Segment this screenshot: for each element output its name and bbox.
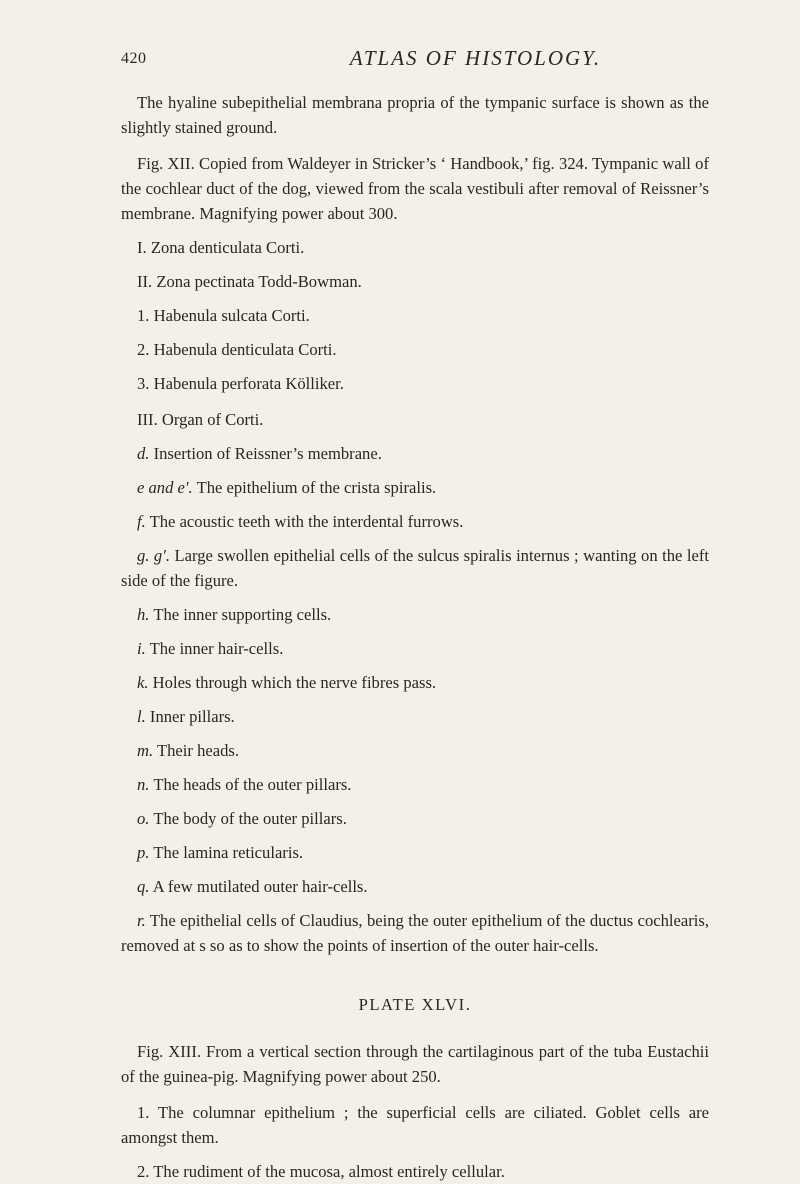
fig13-numbered-1: 1. The columnar epithelium ; the superficial cells are ciliated. Goblet cells are amongst them. (121, 1103, 709, 1147)
legend-key: r. (137, 911, 146, 930)
legend-item-g (121, 543, 709, 593)
legend-text: Holes through which the nerve fibres pass. (152, 673, 437, 692)
legend-item-o (121, 806, 709, 831)
legend-key: h. (137, 605, 150, 624)
legend-item-r (121, 908, 709, 958)
legend-text: The inner supporting cells. (153, 605, 332, 624)
fig13-numbered-2: 2. The rudiment of the mucosa, almost entirely cellular. (137, 1162, 505, 1181)
fig12-organ: III. Organ of Corti. (137, 410, 264, 429)
fig12-numbered-1: 1. Habenula sulcata Corti. (137, 306, 310, 325)
fig12-numbered-3: 3. Habenula perforata Kölliker. (137, 374, 344, 393)
legend-text: Their heads. (157, 741, 240, 760)
legend-key: g. g′. (137, 546, 171, 565)
legend-key: i. (137, 639, 146, 658)
legend-item-q (121, 874, 709, 899)
legend-item-e (121, 475, 709, 500)
legend-key: p. (137, 843, 150, 862)
legend-item-h (121, 602, 709, 627)
intro-paragraph: The hyaline subepithelial membrana propria of the tympanic surface is shown as the slightly stained ground. (121, 93, 709, 137)
fig12-roman-2: II. Zona pectinata Todd-Bowman. (137, 272, 362, 291)
legend-key: q. (137, 877, 150, 896)
page-header (121, 44, 710, 74)
legend-key: l. (137, 707, 146, 726)
legend-item-f (121, 509, 709, 534)
legend-item-n (121, 772, 709, 797)
running-title: ATLAS OF HISTOLOGY. (349, 46, 602, 70)
legend-text: The acoustic teeth with the interdental furrows. (149, 512, 464, 531)
legend-text: The inner hair-cells. (149, 639, 284, 658)
legend-key: d. (137, 444, 150, 463)
legend-item-p (121, 840, 709, 865)
legend-item-i (121, 636, 709, 661)
legend-text: Insertion of Reissner’s membrane. (153, 444, 382, 463)
legend-key: e and e′. (137, 478, 193, 497)
fig12-roman-1: I. Zona denticulata Corti. (137, 238, 305, 257)
plate-heading: PLATE XLVI. (358, 995, 472, 1014)
legend-item-l (121, 704, 709, 729)
legend-text: The epithelial cells of Claudius, being the outer epithelium of the ductus cochlearis, removed at s so as to show the points of insertion of the outer hair-cells. (121, 911, 709, 955)
legend-text: The epithelium of the crista spiralis. (196, 478, 437, 497)
legend-item-m (121, 738, 709, 763)
legend-key: m. (137, 741, 154, 760)
legend-key: f. (137, 512, 146, 531)
fig12-numbered-2: 2. Habenula denticulata Corti. (137, 340, 337, 359)
legend-key: n. (137, 775, 150, 794)
legend-key: o. (137, 809, 150, 828)
legend-text: The heads of the outer pillars. (153, 775, 352, 794)
page-number: 420 (121, 50, 147, 67)
legend-item-k (121, 670, 709, 695)
fig12-caption: Fig. XII. Copied from Waldeyer in Stricker’s ‘ Handbook,’ fig. 324. Tympanic wall of the cochlear duct of the dog, viewed from the scala vestibuli after removal of Reissner’s membrane. Magnifying power about 300. (121, 154, 709, 223)
legend-text: Inner pillars. (149, 707, 235, 726)
legend-item-d (121, 441, 709, 466)
fig13-caption: Fig. XIII. From a vertical section through the cartilaginous part of the tuba Eustachii of the guinea-pig. Magnifying power about 250. (121, 1042, 709, 1086)
legend-text: A few mutilated outer hair-cells. (152, 877, 368, 896)
legend-text: The body of the outer pillars. (153, 809, 347, 828)
legend-text: Large swollen epithelial cells of the sulcus spiralis internus ; wanting on the left side of the figure. (121, 546, 710, 590)
page-body (121, 90, 709, 1184)
legend-key: k. (137, 673, 149, 692)
legend-text: The lamina reticularis. (153, 843, 304, 862)
